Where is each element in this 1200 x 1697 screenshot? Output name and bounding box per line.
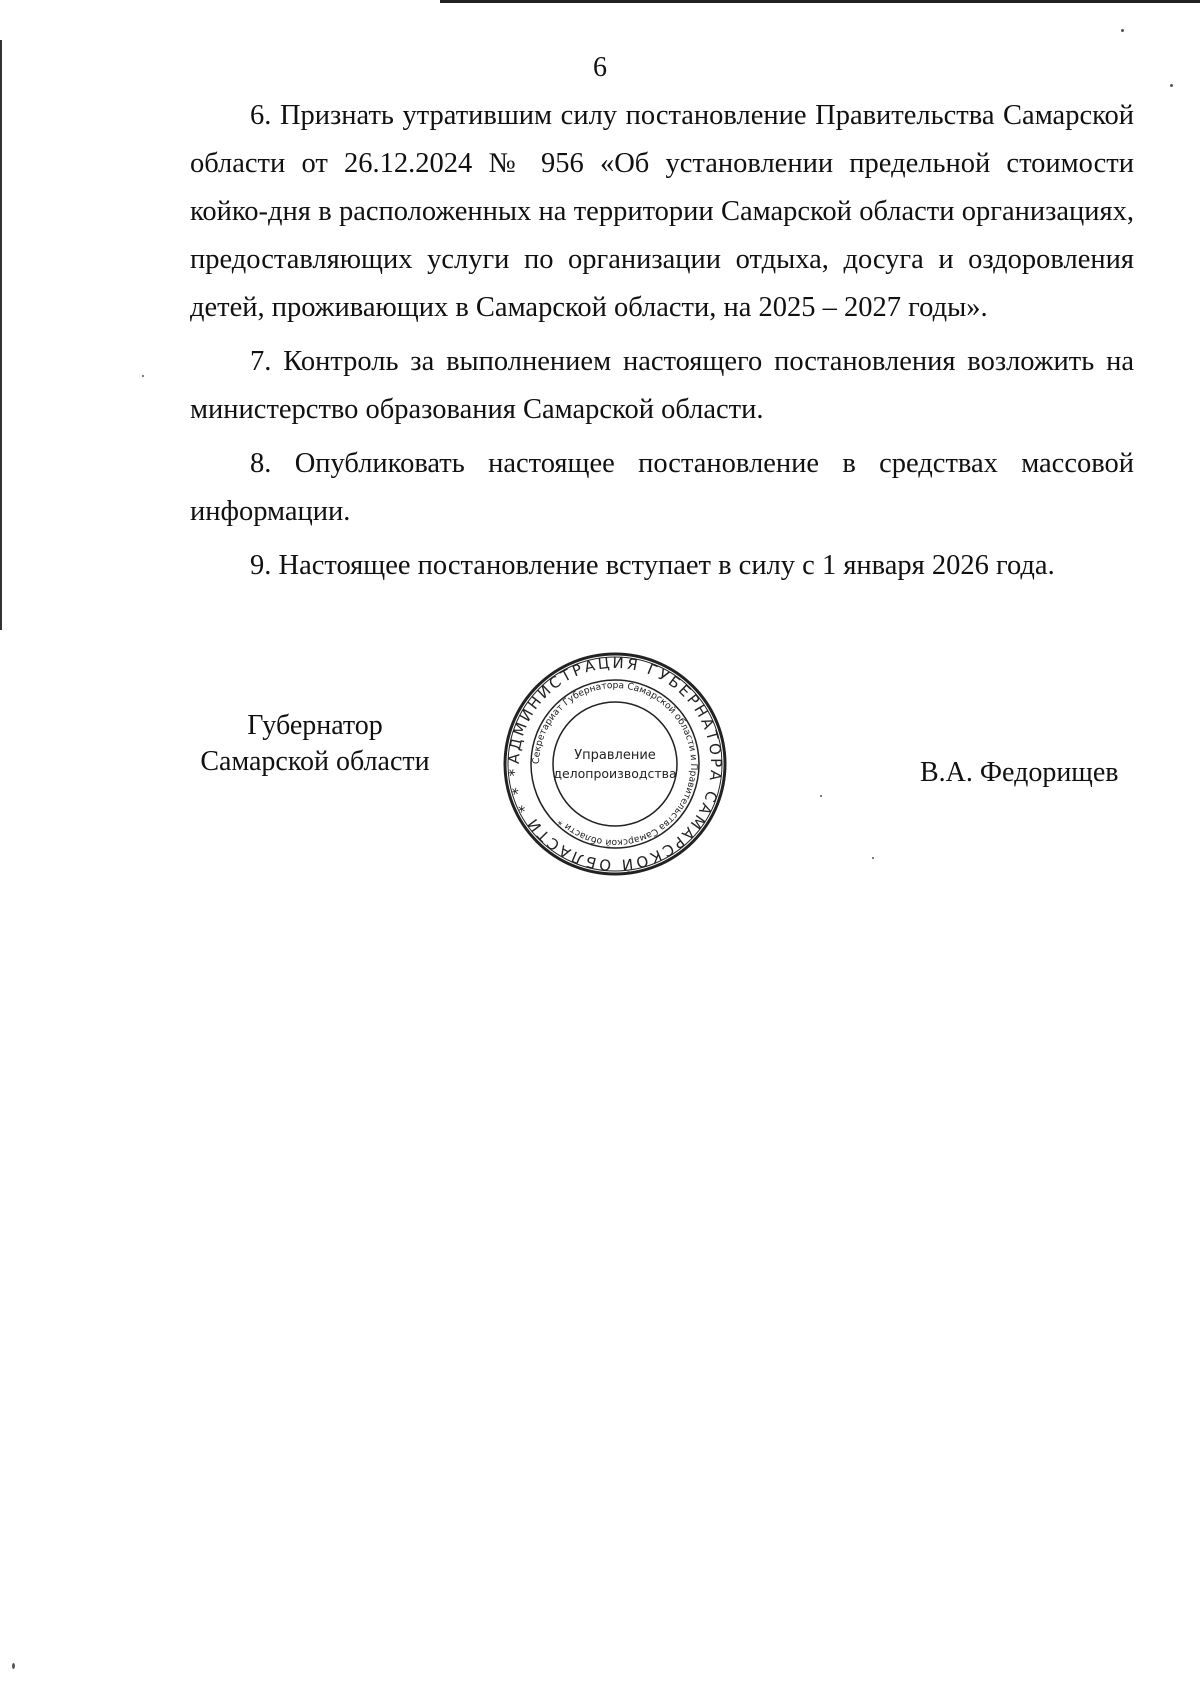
scan-speck (1170, 84, 1173, 87)
page-number: 6 (593, 52, 607, 83)
scan-speck (820, 795, 822, 797)
signatory-title-line2: Самарской области (200, 746, 430, 777)
scan-speck (12, 1663, 15, 1669)
paragraph-7: 7. Контроль за выполнением настоящего постановления возложить на министерство образования Самарской области. (190, 346, 1134, 425)
scan-top-edge (440, 0, 1200, 3)
seal-inner-text: Секретариат Губернатора Самарской области и Правительства Самарской области * (530, 679, 700, 849)
paragraph-8: 8. Опубликовать настоящее постановление в средствах массовой информации. (190, 448, 1134, 527)
scan-speck (872, 857, 874, 859)
signatory-title (170, 708, 460, 780)
scan-left-edge (0, 40, 2, 630)
seal-center-line2: делопроизводства (553, 766, 677, 781)
scan-speck (142, 375, 144, 377)
paragraph-6: 6. Признать утратившим силу постановление Правительства Самарской области от 26.12.2024 № 956 «Об установлении предельной стоимости койко-дня в расположенных на территории Самарской области организациях, предоставляющих услуги по организации отдыха, досуга и оздоровления детей, проживающих в Самарской области, на 2025 – 2027 годы». (190, 100, 1134, 323)
seal-center-line1: Управление (574, 748, 656, 763)
seal-inner-ring (553, 702, 677, 826)
signatory-name: В.А. Федорищев (920, 757, 1119, 788)
document-body (190, 92, 1134, 596)
signatory-title-line1: Губернатор (247, 710, 383, 741)
seal-outer-text: АДМИНИСТРАЦИЯ ГУБЕРНАТОРА САМАРСКОЙ ОБЛАСТИ * * * (504, 653, 726, 875)
official-seal-stamp (502, 651, 728, 877)
scan-speck (1121, 29, 1124, 32)
paragraph-9: 9. Настоящее постановление вступает в силу с 1 января 2026 года. (250, 550, 1055, 581)
